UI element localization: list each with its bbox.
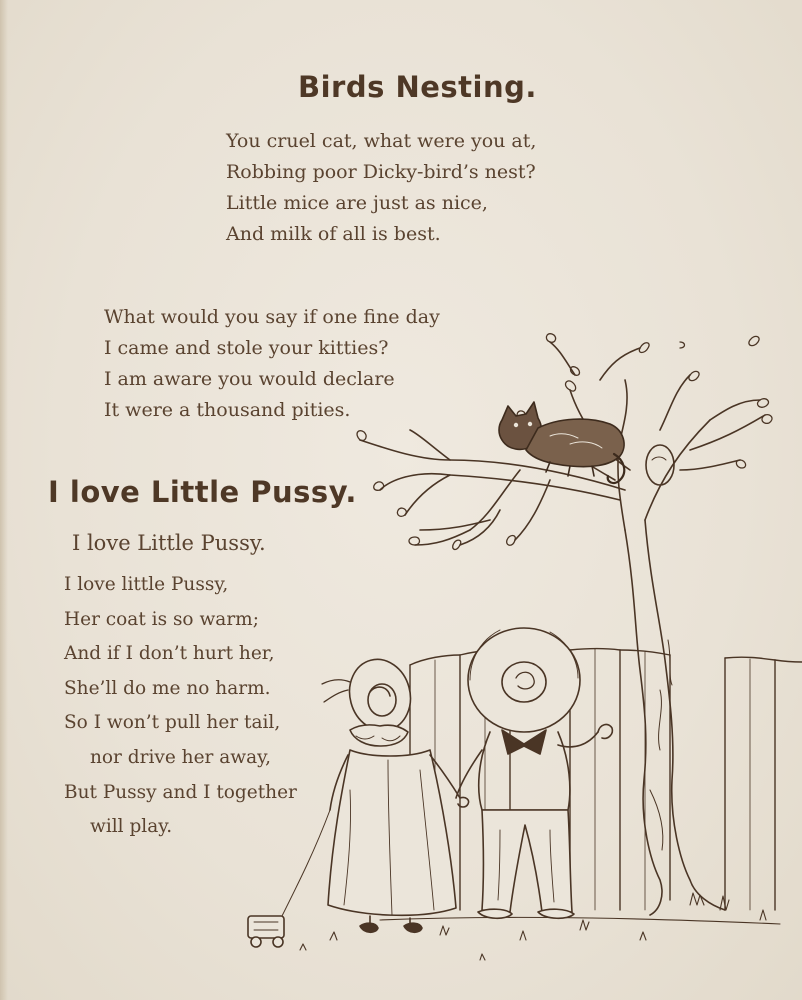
poem-line: And if I don’t hurt her, xyxy=(64,643,275,665)
poem-line: You cruel cat, what were you at, xyxy=(226,130,537,152)
poem-line: Robbing poor Dicky-bird’s nest? xyxy=(226,161,536,183)
poem-line: And milk of all is best. xyxy=(226,223,441,245)
boy-figure xyxy=(456,628,612,918)
poem-line: will play. xyxy=(90,816,173,838)
poem-line: So I won’t pull her tail, xyxy=(64,712,281,734)
poem-line: I came and stole your kitties? xyxy=(104,337,389,359)
illustration-children-and-cat-in-tree xyxy=(220,320,802,980)
poem-line: I am aware you would declare xyxy=(104,368,395,390)
poem-line: nor drive her away, xyxy=(90,746,272,768)
cat-on-branch xyxy=(499,402,624,483)
poem-line: But Pussy and I together xyxy=(64,781,297,803)
girl-figure xyxy=(280,652,469,932)
poem-title-birds-nesting: Birds Nesting. xyxy=(298,70,537,104)
nest-hole xyxy=(646,445,674,485)
stanza-1 xyxy=(226,126,536,250)
poem-subtitle: I love Little Pussy. xyxy=(72,531,266,555)
poem-title-i-love-little-pussy: I love Little Pussy. xyxy=(48,475,357,509)
poem-line: Little mice are just as nice, xyxy=(226,192,488,214)
toy-cart xyxy=(248,916,284,947)
poem-line: She’ll do me no harm. xyxy=(64,677,271,699)
poem-line: What would you say if one fine day xyxy=(104,306,440,328)
page-edge-shadow xyxy=(0,0,8,1000)
poem-line: Her coat is so warm; xyxy=(64,608,259,630)
poem-line: It were a thousand pities. xyxy=(104,399,351,421)
poem-line: I love little Pussy, xyxy=(64,574,229,595)
